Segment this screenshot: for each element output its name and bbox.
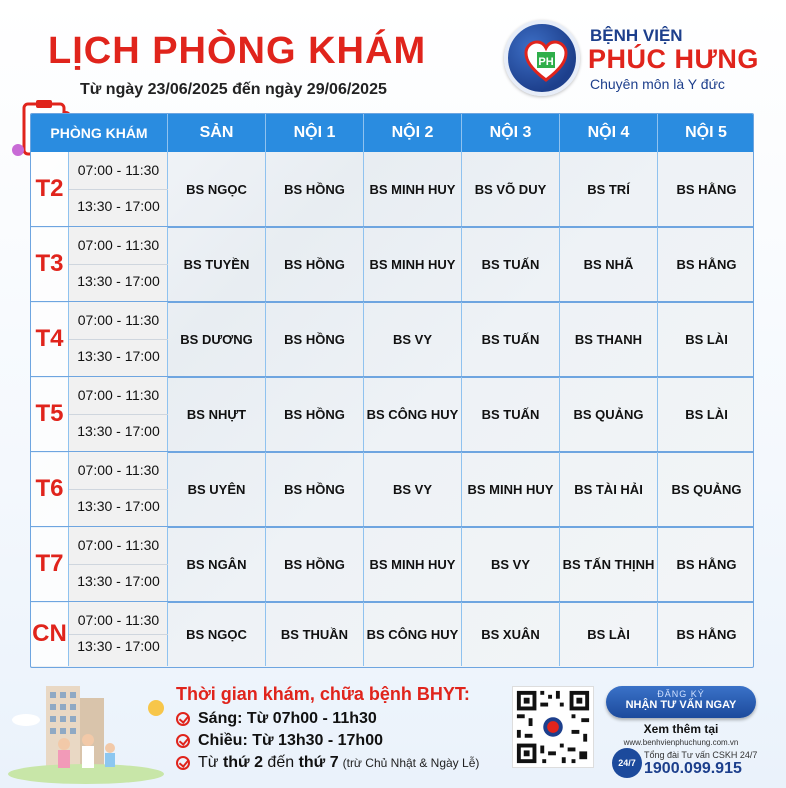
doctor-cell: BS LÀI bbox=[685, 406, 728, 422]
doctor-cell: BS TUẤN bbox=[462, 302, 560, 376]
doctor-cell: BS HỒNG bbox=[266, 377, 364, 451]
time-slot: 07:00 - 11:30 bbox=[77, 312, 160, 328]
doctor-cell: BS TUYỀN bbox=[168, 227, 266, 301]
family-illustration bbox=[6, 678, 171, 784]
time-slot: 07:00 - 11:30 bbox=[77, 387, 160, 403]
time-slot-cell bbox=[69, 452, 168, 526]
doctor-cell: BS THANH bbox=[560, 302, 658, 376]
time-divider bbox=[69, 634, 168, 635]
check-icon bbox=[176, 712, 190, 726]
header-department: NỘI 4 bbox=[560, 114, 658, 152]
time-slot-cell bbox=[69, 377, 168, 451]
time-slot-cell bbox=[69, 227, 168, 301]
time-divider bbox=[69, 339, 168, 340]
doctor-cell: BS TÀI HẢI bbox=[560, 452, 658, 526]
day-label: T3 bbox=[31, 227, 69, 301]
doctor-cell: BS MINH HUY bbox=[364, 527, 462, 601]
doctor-cell: BS HỒNG bbox=[266, 452, 364, 526]
doctor-cell: BS MINH HUY bbox=[364, 227, 462, 301]
afternoon-value: Từ 13h30 - 17h00 bbox=[252, 732, 383, 749]
doctor-cell: BS QUẢNG bbox=[671, 481, 742, 497]
day-label: T6 bbox=[31, 452, 69, 526]
header-phong-kham: PHÒNG KHÁM bbox=[31, 114, 168, 152]
time-slot: 13:30 - 17:00 bbox=[77, 638, 160, 654]
logo-text-benh-vien: BỆNH VIỆN bbox=[590, 26, 683, 45]
time-slot: 07:00 - 11:30 bbox=[77, 237, 160, 253]
afternoon-label: Chiều: bbox=[198, 732, 248, 749]
time-slot-cell bbox=[69, 527, 168, 601]
svg-text:PH: PH bbox=[538, 56, 554, 68]
time-slot: 13:30 - 17:00 bbox=[77, 348, 160, 364]
time-slot: 13:30 - 17:00 bbox=[77, 273, 160, 289]
doctor-cell: BS NGÂN bbox=[168, 527, 266, 601]
days-mid: đến bbox=[267, 754, 295, 771]
doctor-cell: BS TUẤN bbox=[462, 227, 560, 301]
hospital-logo bbox=[504, 18, 774, 94]
doctor-cell: BS NHỰT bbox=[168, 377, 266, 451]
time-slot-cell bbox=[69, 302, 168, 376]
doctor-cell: BS LÀI bbox=[560, 602, 658, 666]
bhyt-morning bbox=[176, 710, 377, 728]
day-label: T4 bbox=[31, 302, 69, 376]
time-divider bbox=[69, 414, 168, 415]
days-note: (trừ Chủ Nhật & Ngày Lễ) bbox=[342, 756, 480, 770]
doctor-cell: BS CÔNG HUY bbox=[364, 602, 462, 666]
bhyt-afternoon bbox=[176, 732, 383, 750]
hotline-badge: 24/7 bbox=[612, 748, 642, 778]
day-label: T7 bbox=[31, 527, 69, 601]
doctor-cell: BS VY bbox=[364, 302, 462, 376]
doctor-cell: BS HẰNG bbox=[676, 181, 737, 197]
doctor-cell: BS VY bbox=[364, 452, 462, 526]
page-title: LỊCH PHÒNG KHÁM bbox=[48, 30, 427, 72]
doctor-cell: BS CÔNG HUY bbox=[364, 377, 462, 451]
days-from: thứ 2 bbox=[222, 754, 263, 771]
doctor-cell: BS HẰNG bbox=[676, 626, 737, 642]
register-main: NHẬN TƯ VẤN NGAY bbox=[625, 699, 737, 711]
doctor-cell: BS UYÊN bbox=[168, 452, 266, 526]
time-slot: 13:30 - 17:00 bbox=[77, 573, 160, 589]
time-divider bbox=[69, 564, 168, 565]
day-label: T5 bbox=[31, 377, 69, 451]
time-divider bbox=[69, 489, 168, 490]
time-slot-cell bbox=[69, 602, 168, 666]
morning-value: Từ 07h00 - 11h30 bbox=[246, 710, 377, 727]
time-slot: 13:30 - 17:00 bbox=[77, 498, 160, 514]
header-department: NỘI 1 bbox=[266, 114, 364, 152]
table-header bbox=[31, 114, 754, 152]
header-department: NỘI 5 bbox=[658, 114, 754, 152]
day-label: T2 bbox=[31, 152, 69, 226]
doctor-cell: BS HẰNG bbox=[676, 556, 737, 572]
date-range: Từ ngày 23/06/2025 đến ngày 29/06/2025 bbox=[80, 81, 387, 98]
doctor-cell: BS VY bbox=[462, 527, 560, 601]
logo-tagline: Chuyên môn là Y đức bbox=[590, 76, 725, 92]
register-consult-button[interactable] bbox=[606, 686, 756, 718]
time-slot: 07:00 - 11:30 bbox=[77, 162, 160, 178]
doctor-cell: BS DƯƠNG bbox=[168, 302, 266, 376]
bhyt-title: Thời gian khám, chữa bệnh BHYT: bbox=[176, 684, 470, 704]
header-department: NỘI 2 bbox=[364, 114, 462, 152]
doctor-cell: BS TẤN THỊNH bbox=[560, 527, 658, 601]
check-icon bbox=[176, 734, 190, 748]
doctor-cell: BS MINH HUY bbox=[364, 152, 462, 226]
header-department: NỘI 3 bbox=[462, 114, 560, 152]
doctor-cell: BS HỒNG bbox=[266, 152, 364, 226]
see-more-label: Xem thêm tại bbox=[643, 722, 719, 736]
qr-code[interactable] bbox=[512, 686, 594, 768]
time-slot: 13:30 - 17:00 bbox=[77, 198, 160, 214]
doctor-cell: BS TRÍ bbox=[560, 152, 658, 226]
days-to: thứ 7 bbox=[298, 754, 339, 771]
doctor-cell: BS HỒNG bbox=[266, 227, 364, 301]
heart-icon bbox=[524, 40, 568, 84]
time-divider bbox=[69, 189, 168, 190]
days-prefix: Từ bbox=[198, 754, 219, 771]
doctor-cell: BS HỒNG bbox=[266, 302, 364, 376]
schedule-table bbox=[30, 113, 754, 668]
doctor-cell: BS VÕ DUY bbox=[462, 152, 560, 226]
doctor-cell: BS NHÃ bbox=[560, 227, 658, 301]
doctor-cell: BS THUẦN bbox=[266, 602, 364, 666]
doctor-cell: BS TUẤN bbox=[462, 377, 560, 451]
time-slot-cell bbox=[69, 152, 168, 226]
doctor-cell: BS MINH HUY bbox=[462, 452, 560, 526]
doctor-cell: BS XUÂN bbox=[462, 602, 560, 666]
logo-text-phuc-hung: PHÚC HƯNG bbox=[588, 44, 759, 74]
time-slot: 07:00 - 11:30 bbox=[77, 462, 160, 478]
doctor-cell: BS QUẢNG bbox=[560, 377, 658, 451]
hotline-number[interactable]: 1900.099.915 bbox=[644, 760, 742, 777]
doctor-cell: BS NGỌC bbox=[168, 152, 266, 226]
doctor-cell: BS HỒNG bbox=[266, 527, 364, 601]
logo-emblem bbox=[504, 20, 580, 96]
doctor-cell: BS LÀI bbox=[685, 331, 728, 347]
doctor-cell: BS HẰNG bbox=[676, 256, 737, 272]
header-department: SẢN bbox=[168, 114, 266, 152]
time-divider bbox=[69, 264, 168, 265]
website-link[interactable]: www.benhvienphuchung.com.vn bbox=[623, 738, 739, 747]
time-slot: 07:00 - 11:30 bbox=[77, 612, 160, 628]
time-slot: 13:30 - 17:00 bbox=[77, 423, 160, 439]
footer bbox=[0, 672, 786, 788]
check-icon bbox=[176, 756, 190, 770]
morning-label: Sáng: bbox=[198, 710, 243, 727]
register-top: ĐĂNG KÝ bbox=[657, 689, 705, 699]
time-slot: 07:00 - 11:30 bbox=[77, 537, 160, 553]
hotline-label: Tổng đài Tư vấn CSKH 24/7 bbox=[644, 750, 758, 760]
doctor-cell: BS NGỌC bbox=[168, 602, 266, 666]
day-label: CN bbox=[31, 602, 69, 666]
bhyt-days bbox=[176, 754, 479, 772]
